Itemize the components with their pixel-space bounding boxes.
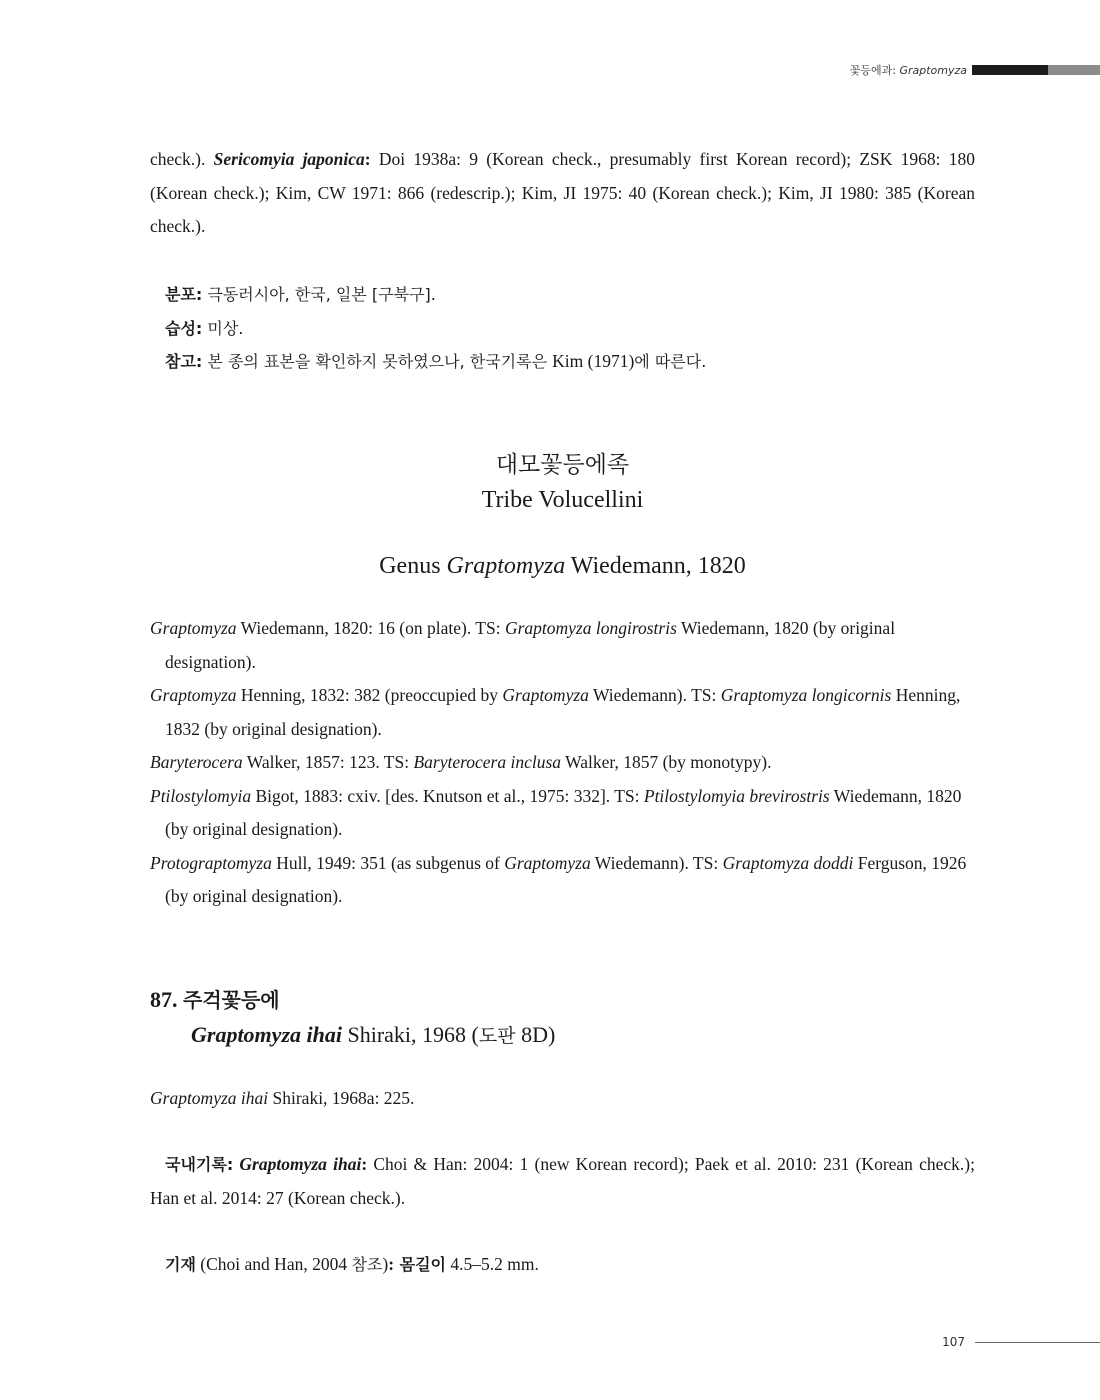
remark-text-c: 에 따른다. (634, 352, 707, 371)
species-scientific-heading (191, 1018, 555, 1053)
description-label: 기재 (165, 1255, 196, 1274)
header-bar-gray (1048, 65, 1100, 75)
notes-block (150, 278, 975, 379)
paragraph-sericomyia (150, 143, 975, 244)
genus-name: Graptomyza (446, 553, 566, 579)
synonym-list (150, 612, 975, 914)
description-text-b: ) (382, 1254, 389, 1274)
habit-label: 습성: (165, 318, 203, 338)
genus-heading (150, 551, 975, 581)
description-colon: : (388, 1254, 395, 1274)
synonym-name: Graptomyza (150, 685, 237, 705)
synonym-entry (150, 612, 975, 679)
habit-text: 미상. (202, 318, 244, 338)
para1-text: Doi 1938a: 9 (Korean check., presumably first Korean record); ZSK 1968: 180 (Korean check.); Kim, CW 1971: 866 (redescrip.); Kim, JI 1975: 40 (Korean check.); Kim, JI 1980: 385 (Korean check.). (150, 149, 975, 236)
header-family: 꽃등에과: (849, 64, 896, 77)
synonym-name: Baryterocera (150, 752, 243, 772)
synonym-name: Ptilostylomyia (150, 785, 252, 806)
distribution-text: 극동러시아, 한국, 일본 [구북구]. (202, 285, 436, 304)
species-korean-name: 주걱꽃등에 (183, 988, 280, 1012)
header-text (850, 62, 967, 78)
synonym-italic: Ptilostylomyia brevirostris (643, 785, 830, 806)
synonym-text: Wiedemann, 1820 (by original designation). (165, 618, 896, 672)
synonym-text: Henning, 1832 (by original designation). (165, 685, 961, 739)
distribution-label: 분포: (165, 285, 203, 304)
para1-colon: : (364, 149, 371, 169)
reference-text: Shiraki, 1968a: 225. (268, 1088, 415, 1108)
synonym-italic: Graptomyza (502, 685, 589, 705)
synonym-italic: Graptomyza longirostris (504, 618, 677, 638)
synonym-entry (150, 780, 975, 847)
synonym-text: Wiedemann). TS: (588, 685, 721, 705)
header-genus: Graptomyza (899, 64, 967, 77)
species-scientific-name: Graptomyza ihai (191, 1022, 342, 1047)
korean-record-species: Graptomyza ihai (239, 1154, 362, 1174)
synonym-text: Walker, 1857: 123. TS: (242, 752, 414, 772)
synonym-italic: Graptomyza longicornis (720, 685, 892, 705)
distribution-line (150, 278, 975, 312)
synonym-italic: Graptomyza doddi (722, 852, 854, 873)
synonym-name: Protograptomyza (150, 852, 272, 873)
tribe-english-heading: Tribe Volucellini (481, 487, 644, 513)
remark-text-a: 본 종의 표본을 확인하지 못하였으나, 한국기록은 (202, 352, 553, 371)
synonym-text: Walker, 1857 (by monotypy). (561, 752, 772, 772)
species-plate-ref: 8D) (515, 1022, 556, 1047)
species-reference (150, 1082, 975, 1116)
page-number: 107 (942, 1335, 965, 1349)
para1-species: Sericomyia japonica (213, 149, 365, 169)
korean-record-colon: : (361, 1154, 368, 1174)
korean-record-text: Choi & Han: 2004: 1 (new Korean record); Paek et al. 2010: 231 (Korean check.); Han et al. 2014: 27 (Korean check.). (150, 1154, 975, 1208)
description-block (150, 1248, 975, 1282)
synonym-text: Wiedemann, 1820: 16 (on plate). TS: (236, 618, 505, 638)
description-text-a: (Choi and Han, 2004 (195, 1254, 352, 1274)
remark-label: 참고: (165, 352, 203, 371)
synonym-italic: Graptomyza (504, 852, 591, 873)
habit-line (150, 312, 975, 346)
genus-author: Wiedemann, 1820 (565, 553, 746, 579)
species-number: 87. (150, 987, 183, 1012)
page-footer (942, 1333, 1100, 1351)
synonym-text: Ferguson, 1926 (by original designation). (165, 852, 967, 906)
korean-record-block (150, 1148, 975, 1215)
description-ref: 참조 (351, 1255, 383, 1274)
synonym-text: Bigot, 1883: cxiv. [des. Knutson et al., 1975: 332]. TS: (251, 785, 644, 806)
footer-rule (975, 1342, 1100, 1343)
para1-lead: check.). (150, 149, 214, 169)
synonym-text: Henning, 1832: 382 (preoccupied by (236, 685, 503, 705)
remark-line (150, 345, 975, 379)
synonym-text: Hull, 1949: 351 (as subgenus of (271, 852, 505, 873)
synonym-name: Graptomyza (150, 618, 237, 638)
header-bar-dark (972, 65, 1048, 75)
synonym-text: Wiedemann). TS: (590, 852, 723, 873)
body-length-value: 4.5–5.2 mm. (446, 1254, 539, 1274)
genus-prefix: Genus (379, 553, 447, 579)
synonym-entry (150, 679, 975, 746)
reference-name: Graptomyza ihai (150, 1088, 269, 1108)
synonym-entry (150, 847, 975, 914)
remark-text-b: Kim (1971) (552, 351, 635, 371)
korean-record-label: 국내기록: (165, 1155, 234, 1174)
species-plate: 도판 (478, 1025, 516, 1047)
body-length-label: 몸길이 (394, 1255, 446, 1274)
synonym-entry (150, 746, 975, 780)
running-header (850, 63, 1100, 77)
synonym-italic: Baryterocera inclusa (413, 752, 562, 772)
tribe-korean-heading: 대모꽃등에족 (495, 452, 630, 478)
synonym-text: Wiedemann, 1820 (by original designation). (165, 785, 962, 839)
species-author: Shiraki, 1968 ( (341, 1022, 479, 1047)
species-heading (150, 983, 975, 1017)
